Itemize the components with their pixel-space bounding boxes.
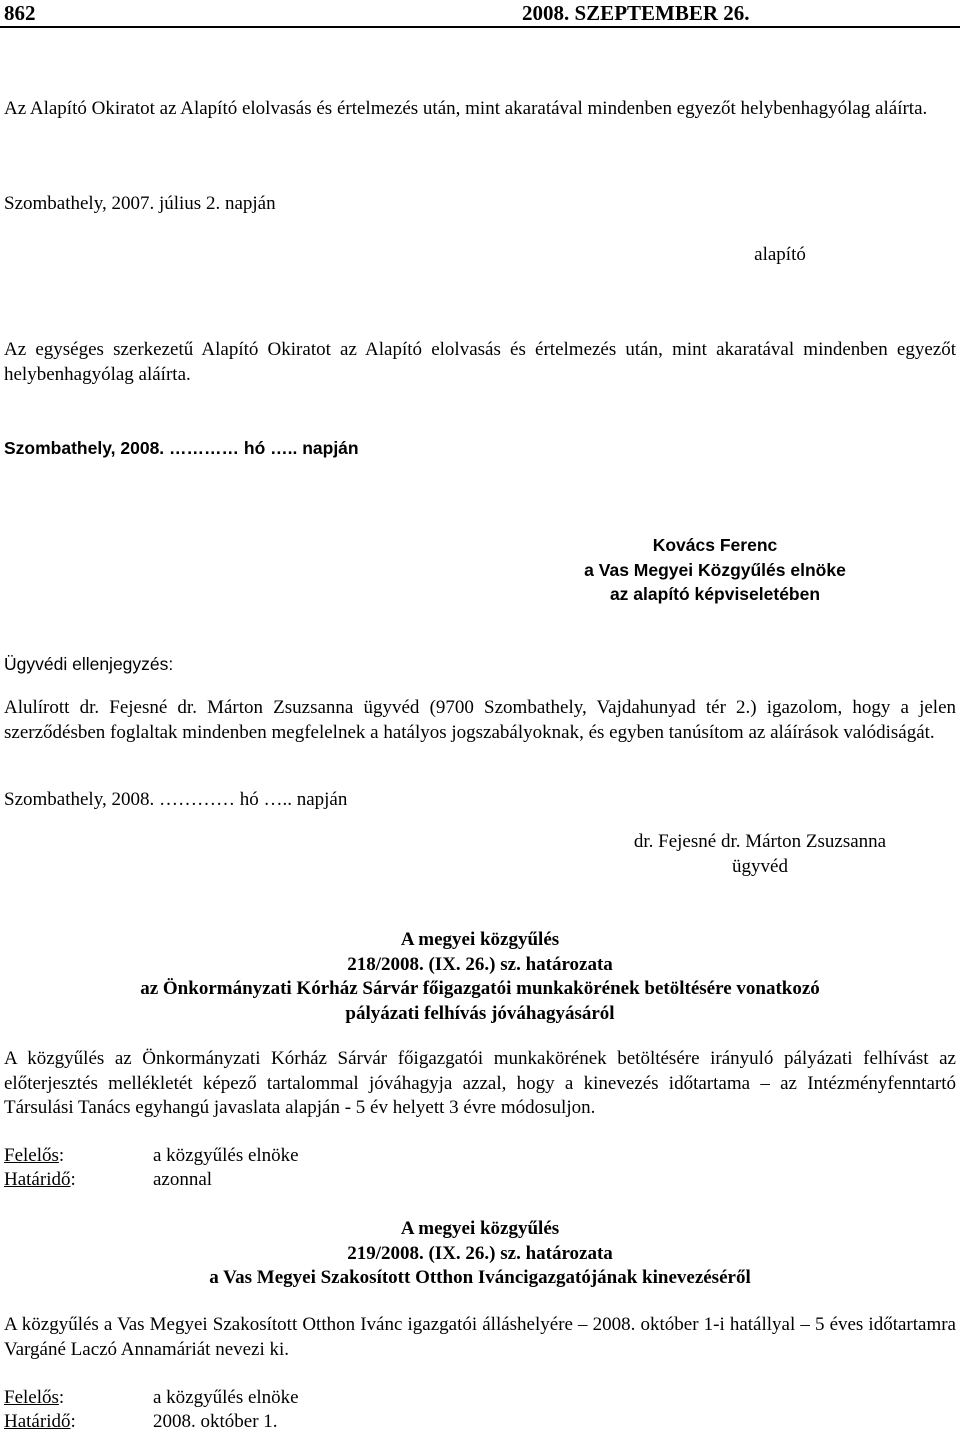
resolution-218-body: A közgyűlés az Önkormányzati Kórház Sárvár főigazgatói munkakörének betöltésére irányuló pályázati felhívást az előterjesztés mellékletét képező tartalommal jóváhagyja azzal, hogy a kinevezés időtartama – az Intézményfenntartó Társulási Tanács egyhangú javaslata alapján - 5 év helyett 3 évre módosuljon. [4,1048,956,1118]
founding-deed-paragraph: Az Alapító Okiratot az Alapító elolvasás és értelmezés után, mint akaratával mindenben egyezőt helybenhagyólag aláírta. [4,98,928,119]
resolution-219-heading [4,1217,956,1291]
resolution-218-number: 218/2008. (IX. 26.) sz. határozata [347,953,613,975]
resolution-219-line1: A megyei közgyűlés [400,1218,560,1239]
resolution-218-title-line2: pályázati felhívás jóváhagyásáról [345,1002,615,1024]
signature-block [480,533,950,607]
resolution-219-responsible-row [4,1386,299,1410]
responsible-value: a közgyűlés elnöke [153,1145,299,1166]
deadline-value: 2008. október 1. [153,1411,278,1432]
signatory-role: a Vas Megyei Közgyűlés elnöke [584,559,846,580]
counsel-heading: Ügyvédi ellenjegyzés: [4,654,174,674]
resolution-218-line1: A megyei közgyűlés [400,929,560,950]
counsel-signer-title: ügyvéd [732,855,788,877]
signing-place-date: Szombathely, 2007. július 2. napján [4,193,276,214]
deadline-value: azonnal [153,1169,213,1190]
responsible-label: Felelős: [4,1387,65,1408]
deadline-label: Határidő: [4,1411,76,1432]
resolution-218-heading [4,928,956,1026]
page-header [0,0,960,28]
page-number: 862 [4,1,36,25]
responsible-value: a közgyűlés elnöke [153,1387,299,1408]
counsel-place-date: Szombathely, 2008. ………… hó ….. napján [4,789,348,810]
resolution-219-body: A közgyűlés a Vas Megyei Szakosított Otthon Ivánc igazgatói álláshelyére – 2008. október 1-i hatállyal – 5 éves időtartamra Vargáné Laczó Annamáriát nevezi ki. [4,1314,956,1360]
resolution-218-responsible-row [4,1144,299,1168]
responsible-label: Felelős: [4,1145,65,1166]
signatory-capacity: az alapító képviseletében [609,584,821,604]
resolution-218-title-line1: az Önkormányzati Kórház Sárvár főigazgatói munkakörének betöltésére vonatkozó [140,978,820,999]
counsel-signer-name: dr. Fejesné dr. Márton Zsuzsanna [633,831,887,852]
resolution-219-deadline-row [4,1410,278,1434]
counsel-signature [580,830,940,879]
resolution-219-title: a Vas Megyei Szakosított Otthon Iváncigazgatójának kinevezéséről [209,1267,751,1288]
consolidated-deed-paragraph: Az egységes szerkezetű Alapító Okiratot az Alapító elolvasás és értelmezés után, mint akaratával mindenben egyezőt helybenhagyólag aláírta. [4,339,956,385]
signing-place-date-2008: Szombathely, 2008. ………… hó ….. napján [4,438,359,458]
resolution-218-deadline-row [4,1168,213,1192]
header-date: 2008. SZEPTEMBER 26. [522,1,750,25]
founder-signature-label: alapító [754,244,806,265]
resolution-219-number: 219/2008. (IX. 26.) sz. határozata [347,1242,613,1264]
deadline-label: Határidő: [4,1169,76,1190]
signatory-name: Kovács Ferenc [652,535,778,555]
counsel-statement: Alulírott dr. Fejesné dr. Márton Zsuzsanna ügyvéd (9700 Szombathely, Vajdahunyad tér 2.) igazolom, hogy a jelen szerződésben foglaltak mindenben megfelelnek a hatályos jogszabályoknak, és egyben tanúsítom az aláírások valódiságát. [4,697,956,743]
